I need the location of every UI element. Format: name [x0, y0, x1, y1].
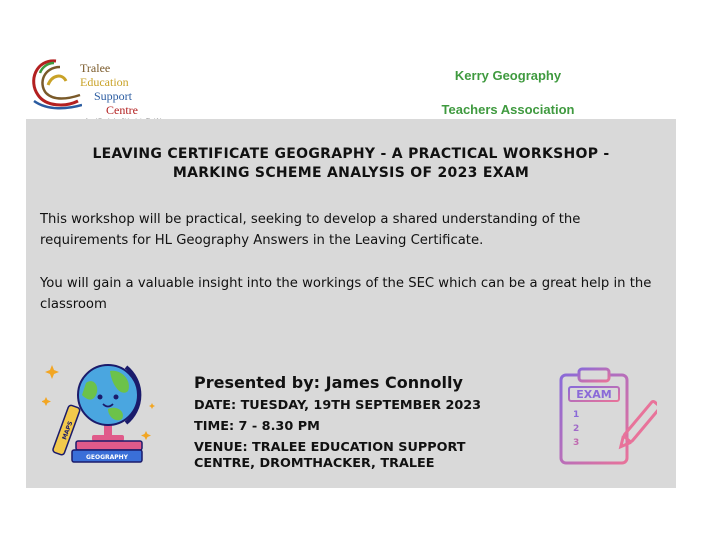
globe-books-icon — [42, 347, 162, 469]
exam-number-2: 2 — [573, 424, 580, 434]
exam-number-3: 3 — [573, 438, 580, 448]
logo-line-3: Support — [94, 89, 133, 103]
event-time: TIME: 7 - 8.30 PM — [194, 419, 320, 434]
association-line-1: Kerry Geography — [454, 68, 562, 83]
exam-clipboard-icon — [553, 367, 657, 467]
presenter: Presented by: James Connolly — [194, 373, 463, 392]
event-details — [194, 398, 481, 472]
description-paragraph-2: You will gain a valuable insight into the workings of the SEC which can be a great help in the classroom — [40, 276, 652, 312]
workshop-panel — [26, 119, 676, 488]
logo-swirl-icon — [26, 51, 82, 117]
maps-label: MAPS — [61, 420, 75, 441]
association-name — [408, 59, 608, 127]
logo-line-2: Education — [80, 75, 129, 89]
title-line-1: LEAVING CERTIFICATE GEOGRAPHY - A PRACTICAL WORKSHOP - — [92, 146, 610, 162]
title-line-2: MARKING SCHEME ANALYSIS OF 2023 EXAM — [172, 165, 530, 181]
geography-book-label: GEOGRAPHY — [85, 454, 129, 461]
logo-line-1: Tralee — [80, 61, 111, 75]
association-line-2: Teachers Association — [441, 102, 575, 117]
event-venue-line-1: VENUE: TRALEE EDUCATION SUPPORT — [194, 440, 466, 455]
description-paragraph-1: This workshop will be practical, seeking to develop a shared understanding of the requirements for HL Geography Answers in the Leaving Certificate. — [40, 212, 581, 248]
exam-label: EXAM — [576, 388, 612, 401]
header — [26, 45, 676, 119]
tralee-education-logo — [26, 51, 176, 117]
event-date: DATE: TUESDAY, 19TH SEPTEMBER 2023 — [194, 398, 482, 413]
event-venue-line-2: CENTRE, DROMTHACKER, TRALEE — [194, 456, 435, 471]
logo-line-4: Centre — [106, 103, 138, 117]
exam-number-1: 1 — [573, 410, 580, 420]
workshop-title — [26, 145, 676, 183]
